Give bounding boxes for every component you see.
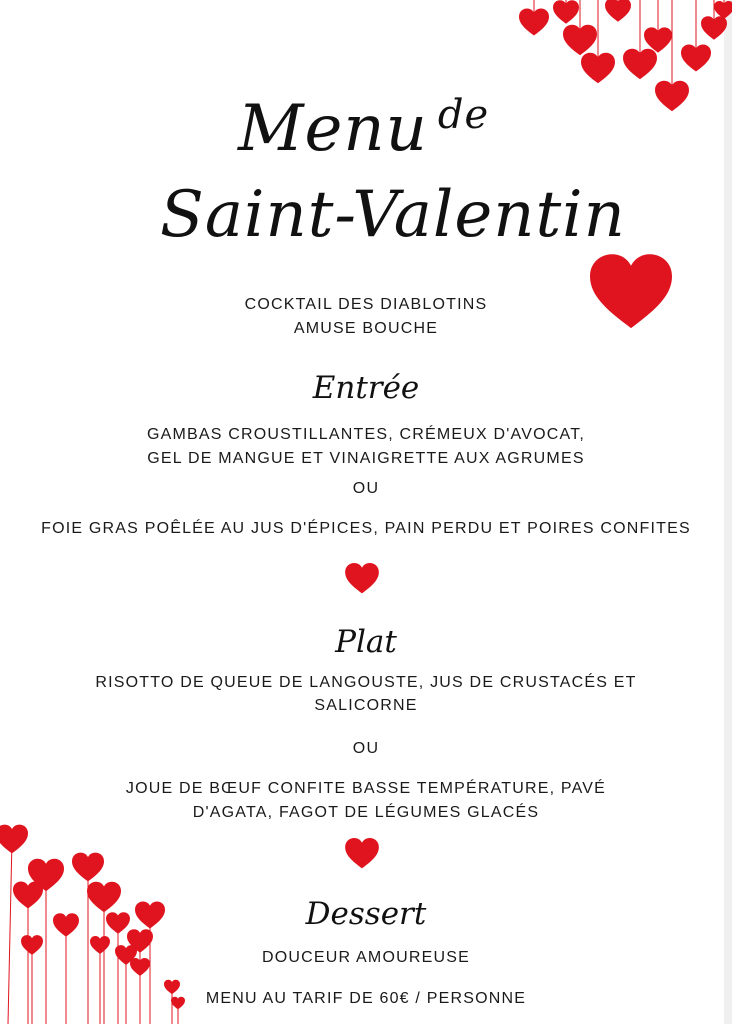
entree-option1-line1: GAMBAS CROUSTILLANTES, CRÉMEUX D'AVOCAT, <box>146 426 586 443</box>
page-edge <box>724 0 732 1024</box>
dessert-item: DOUCEUR AMOUREUSE <box>262 949 470 966</box>
hearts-garland-top-right <box>500 0 732 130</box>
menu-price: MENU AU TARIF DE 60€ / PERSONNE <box>205 990 527 1007</box>
plat-option1-line2: SALICORNE <box>314 697 418 714</box>
section-heading-plat: Plat <box>335 624 397 660</box>
heart-icon <box>590 254 672 330</box>
title-de: de <box>437 92 490 138</box>
heart-icon <box>345 838 379 869</box>
heart-icon <box>714 1 732 19</box>
entree-option1-line2: GEL DE MANGUE ET VINAIGRETTE AUX AGRUMES <box>147 450 585 467</box>
entree-or: OU <box>352 480 380 497</box>
section-heading-entree: Entrée <box>312 370 420 406</box>
heart-icon <box>345 563 379 594</box>
heart-icon <box>605 0 631 22</box>
title-menu: Menu <box>238 92 428 166</box>
plat-option1-line1: RISOTTO DE QUEUE DE LANGOUSTE, JUS DE CRUSTACÉS ET <box>95 674 637 691</box>
heart-icon <box>0 825 28 854</box>
plat-or: OU <box>352 740 380 757</box>
section-heading-dessert: Dessert <box>305 896 427 932</box>
plat-option2-line2: D'AGATA, FAGOT DE LÉGUMES GLACÉS <box>192 804 540 821</box>
entree-option2: FOIE GRAS POÊLÉE AU JUS D'ÉPICES, PAIN PERDU ET POIRES CONFITES <box>41 520 691 537</box>
plat-option2-line1: JOUE DE BŒUF CONFITE BASSE TEMPÉRATURE, PAVÉ <box>125 780 607 797</box>
menu-title-line2: Saint-Valentin <box>160 178 626 252</box>
intro-item-2: AMUSE BOUCHE <box>293 320 439 337</box>
intro-item-1: COCKTAIL DES DIABLOTINS <box>244 296 488 313</box>
heart-icon <box>72 853 104 882</box>
menu-title-line1 <box>238 92 489 166</box>
